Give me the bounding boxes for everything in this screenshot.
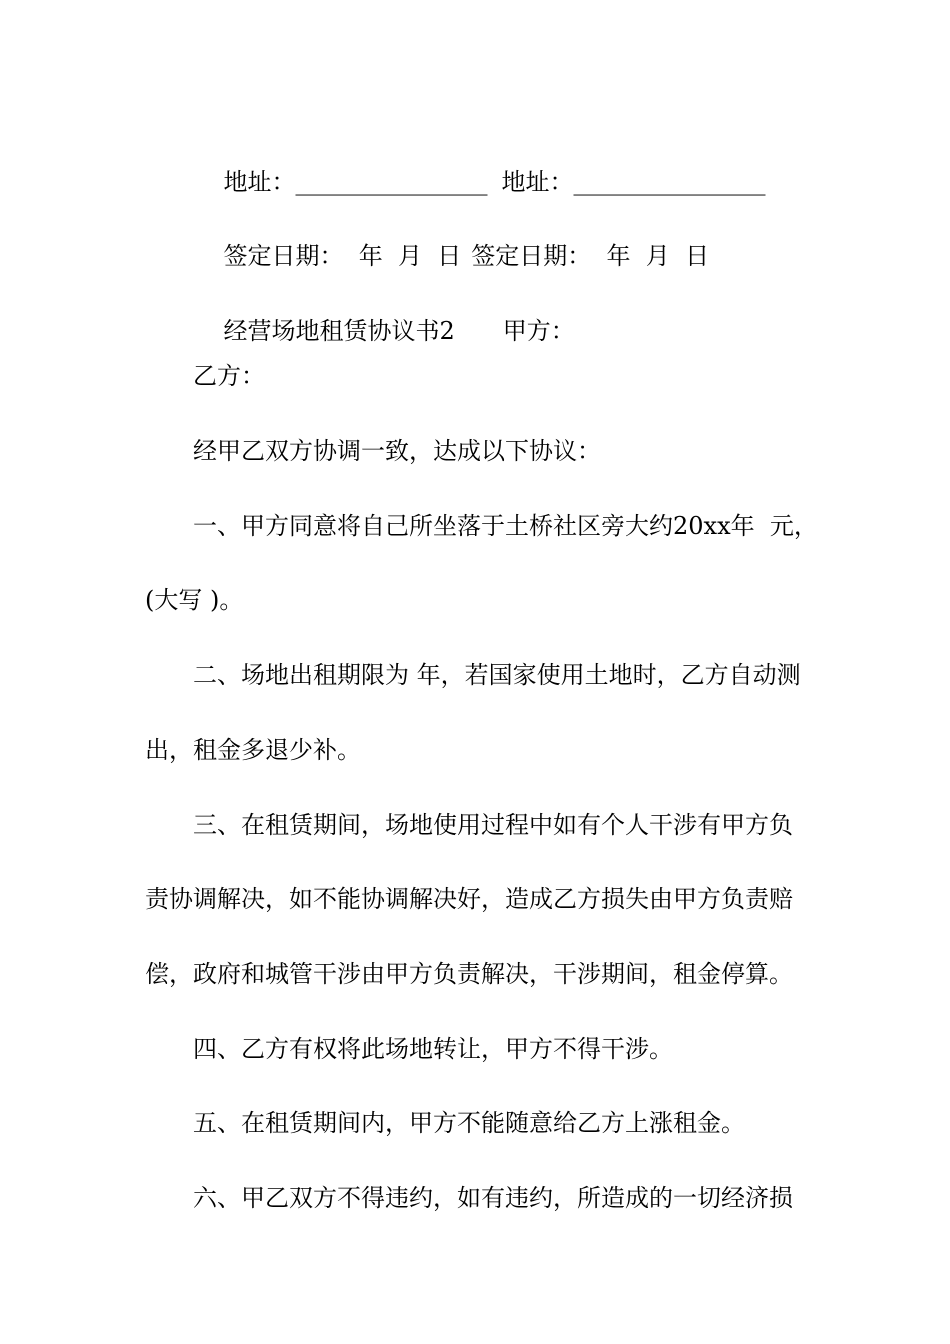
- party-a-label: 甲方：: [502, 317, 575, 345]
- clause-3-line-1: 三、在租赁期间，场地使用过程中如有个人干涉有甲方负: [193, 811, 793, 839]
- clause-2-line-2: 出，租金多退少补。: [145, 736, 361, 764]
- intro-paragraph: 经甲乙双方协调一致，达成以下协议：: [193, 437, 601, 465]
- clause-6-line-1: 六、甲乙双方不得违约，如有违约，所造成的一切经济损: [193, 1184, 793, 1212]
- party-b-sign-date: 签定日期： 年 月 日: [471, 242, 710, 270]
- clause-1-line-2: (大写 )。: [145, 586, 244, 614]
- party-a-address: 地址：________________: [223, 168, 488, 196]
- agreement-title: 经营场地租赁协议书2: [223, 317, 455, 345]
- clause-5: 五、在租赁期间内，甲方不能随意给乙方上涨租金。: [193, 1109, 745, 1137]
- clause-4: 四、乙方有权将此场地转让，甲方不得干涉。: [193, 1035, 673, 1063]
- clause-2-line-1: 二、场地出租期限为 年，若国家使用土地时，乙方自动测: [193, 661, 801, 689]
- party-b-label: 乙方：: [193, 362, 265, 390]
- party-b-address: 地址：________________: [501, 168, 766, 196]
- clause-3-line-3: 偿，政府和城管干涉由甲方负责解决，干涉期间，租金停算。: [145, 960, 793, 988]
- party-a-sign-date: 签定日期： 年 月 日: [223, 242, 462, 270]
- clause-1-line-1: 一、甲方同意将自己所坐落于土桥社区旁大约20xx年 元，: [193, 512, 818, 540]
- clause-3-line-2: 责协调解决，如不能协调解决好，造成乙方损失由甲方负责赔: [145, 885, 793, 913]
